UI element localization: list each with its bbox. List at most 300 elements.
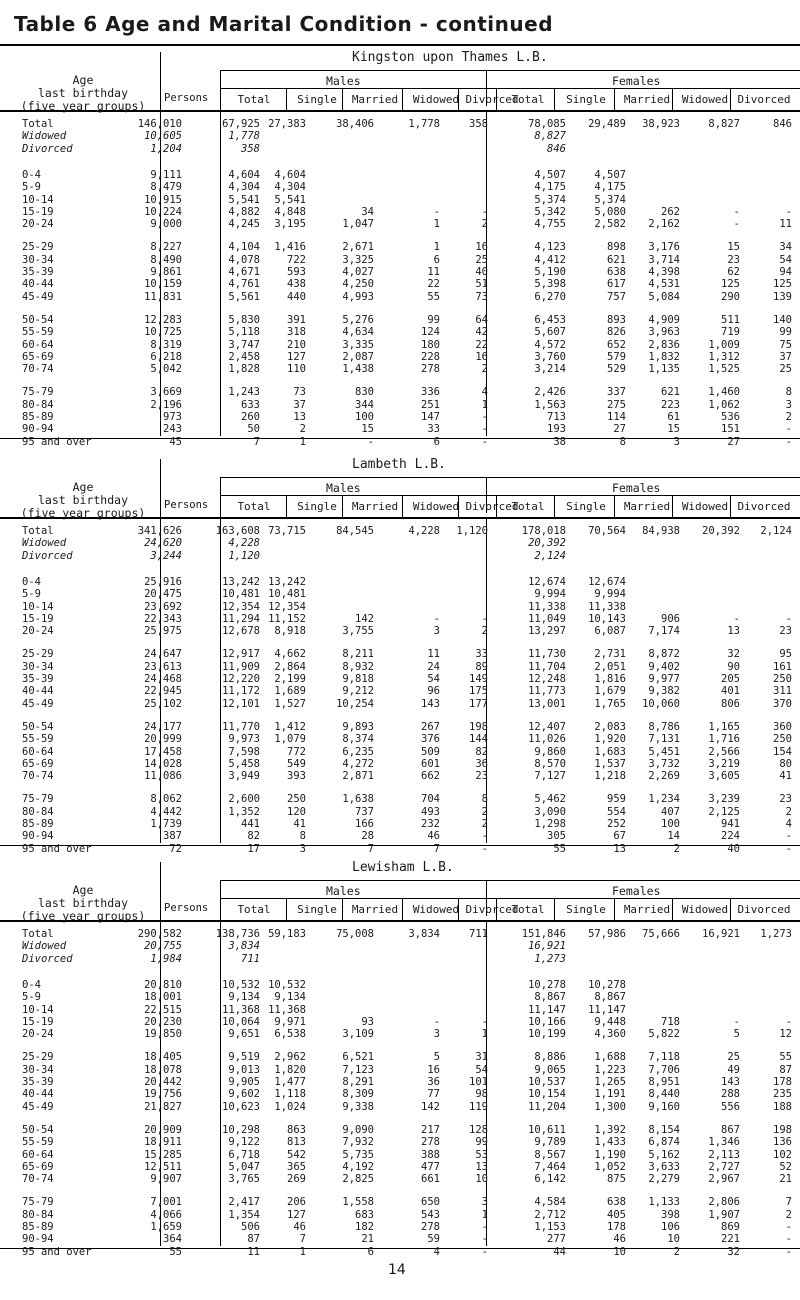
cell-value: 4,027 xyxy=(342,266,374,278)
age-heading-line: (five year groups) xyxy=(20,909,146,923)
column-heading: Divorced xyxy=(465,903,519,916)
cell-value: 9,448 xyxy=(594,1015,626,1028)
cell-value: 275 xyxy=(607,398,626,411)
cell-value: 6,087 xyxy=(594,625,626,638)
cell-value: 4,228 xyxy=(408,525,440,537)
cell-value: 364 xyxy=(163,1233,182,1246)
row-label: 50-54 xyxy=(22,720,54,733)
divider xyxy=(220,88,800,89)
row-label: Divorced xyxy=(22,142,73,155)
table-row xyxy=(0,399,800,411)
cell-value: 38,923 xyxy=(642,118,680,130)
table-row xyxy=(0,1149,800,1161)
table-row xyxy=(0,576,800,588)
cell-value: - xyxy=(481,435,488,448)
divider xyxy=(220,880,800,881)
divider xyxy=(614,898,615,920)
cell-value: 33 xyxy=(475,648,488,661)
cell-value: 830 xyxy=(355,386,374,399)
cell-value: 401 xyxy=(721,685,740,698)
cell-value: 633 xyxy=(241,398,260,411)
cell-value: 10,278 xyxy=(528,978,566,991)
cell-value: 4,250 xyxy=(342,278,374,291)
column-heading: Widowed xyxy=(412,93,460,106)
table-row xyxy=(0,648,800,660)
cell-value: 20,755 xyxy=(144,940,182,953)
cell-value: 49 xyxy=(727,1063,740,1076)
cell-value: 23 xyxy=(475,770,488,783)
row-label: 80-84 xyxy=(22,1208,54,1221)
cell-value: 3,090 xyxy=(534,805,566,818)
cell-value: 941 xyxy=(721,818,740,830)
cell-value: 2 xyxy=(481,818,488,830)
cell-value: 3,834 xyxy=(408,928,440,940)
table-row xyxy=(0,991,800,1003)
column-heading: Single xyxy=(566,93,606,106)
cell-value: 1,525 xyxy=(708,363,740,376)
age-heading-line: last birthday xyxy=(37,896,128,910)
cell-value: 10 xyxy=(475,1173,488,1186)
row-label: 45-49 xyxy=(22,290,54,303)
cell-value: 1,416 xyxy=(274,241,306,254)
row-label: 20-24 xyxy=(22,218,54,231)
cell-value: 64 xyxy=(475,313,488,326)
cell-value: 11,147 xyxy=(528,1003,566,1016)
cell-value: 20,230 xyxy=(144,1015,182,1028)
cell-value: 5 xyxy=(433,1051,440,1064)
cell-value: 37 xyxy=(779,350,792,363)
cell-value: 206 xyxy=(287,1196,306,1209)
cell-value: 8,319 xyxy=(150,338,182,351)
cell-value: 7 xyxy=(253,435,260,448)
cell-value: 3,669 xyxy=(150,386,182,399)
cell-value: 175 xyxy=(469,685,488,698)
cell-value: - xyxy=(785,830,792,843)
column-heading: Divorced xyxy=(465,500,519,513)
cell-value: 46 xyxy=(427,830,440,843)
cell-value: 11,773 xyxy=(528,685,566,698)
cell-value: 9,907 xyxy=(150,1173,182,1186)
cell-value: 2,962 xyxy=(274,1051,306,1064)
cell-value: 3,244 xyxy=(150,549,182,562)
cell-value: 5,822 xyxy=(648,1028,680,1041)
cell-value: 7 xyxy=(785,1196,792,1209)
cell-value: 143 xyxy=(721,1076,740,1088)
cell-value: 1,920 xyxy=(594,733,626,746)
cell-value: 8,827 xyxy=(708,118,740,130)
cell-value: 46 xyxy=(293,1221,306,1233)
cell-value: 6,874 xyxy=(648,1136,680,1149)
cell-value: 82 xyxy=(247,830,260,843)
cell-value: 1,816 xyxy=(594,673,626,685)
cell-value: 73 xyxy=(293,386,306,399)
cell-value: 13,001 xyxy=(528,697,566,710)
cell-value: 8,440 xyxy=(648,1088,680,1101)
cell-value: 5,541 xyxy=(228,193,260,206)
cell-value: 341,626 xyxy=(137,525,182,537)
cell-value: 154 xyxy=(773,745,792,758)
cell-value: - xyxy=(481,612,488,625)
cell-value: - xyxy=(785,612,792,625)
cell-value: 360 xyxy=(773,720,792,733)
row-label: 15-19 xyxy=(22,612,54,625)
cell-value: - xyxy=(733,218,740,231)
cell-value: 136 xyxy=(773,1136,792,1149)
cell-value: 441 xyxy=(241,818,260,830)
cell-value: 198 xyxy=(469,720,488,733)
widowed-row xyxy=(0,940,800,952)
cell-value: 1,527 xyxy=(274,697,306,710)
cell-value: 5,047 xyxy=(228,1160,260,1173)
cell-value: 713 xyxy=(547,411,566,423)
divider xyxy=(496,495,497,517)
cell-value: 1,778 xyxy=(228,130,260,143)
cell-value: 8,570 xyxy=(534,757,566,770)
column-heading: Total xyxy=(511,500,545,513)
table-section xyxy=(0,455,800,855)
cell-value: 711 xyxy=(469,928,488,940)
cell-value: 10,611 xyxy=(528,1123,566,1136)
cell-value: 25 xyxy=(779,363,792,376)
cell-value: 1,679 xyxy=(594,685,626,698)
row-label: 25-29 xyxy=(22,241,54,254)
cell-value: 90 xyxy=(727,660,740,673)
cell-value: 4,531 xyxy=(648,278,680,291)
cell-value: 1,352 xyxy=(228,805,260,818)
column-heading: Total xyxy=(511,93,545,106)
column-heading: Divorced xyxy=(737,93,791,106)
cell-value: 1,346 xyxy=(708,1136,740,1149)
cell-value: 1,832 xyxy=(648,350,680,363)
cell-value: 4 xyxy=(481,386,488,399)
table-row xyxy=(0,746,800,758)
cell-value: 4,848 xyxy=(274,205,306,218)
cell-value: 1 xyxy=(299,1245,306,1258)
cell-value: 21 xyxy=(361,1233,374,1246)
cell-value: 1,739 xyxy=(150,818,182,830)
row-label: Widowed xyxy=(22,130,67,143)
persons-heading: Persons xyxy=(164,902,209,914)
cell-value: 2,417 xyxy=(228,1196,260,1209)
cell-value: 27 xyxy=(613,423,626,436)
cell-value: 1,312 xyxy=(708,350,740,363)
cell-value: 36 xyxy=(475,757,488,770)
row-label: 55-59 xyxy=(22,1136,54,1149)
cell-value: 177 xyxy=(469,697,488,710)
cell-value: 2 xyxy=(481,805,488,818)
cell-value: 114 xyxy=(607,411,626,423)
column-heading: Total xyxy=(237,903,271,916)
cell-value: 278 xyxy=(421,363,440,376)
column-heading: Widowed xyxy=(412,500,460,513)
cell-value: 53 xyxy=(475,1148,488,1161)
cell-value: 10,154 xyxy=(528,1088,566,1101)
cell-value: 10,143 xyxy=(588,612,626,625)
cell-value: 20,392 xyxy=(528,537,566,550)
cell-value: 8,918 xyxy=(274,625,306,638)
cell-value: 23,613 xyxy=(144,660,182,673)
column-heading: Total xyxy=(237,93,271,106)
cell-value: 5,374 xyxy=(594,193,626,206)
cell-value: 9,090 xyxy=(342,1123,374,1136)
cell-value: 1,778 xyxy=(408,118,440,130)
cell-value: 5,084 xyxy=(648,290,680,303)
cell-value: 10,532 xyxy=(222,978,260,991)
cell-value: 24,647 xyxy=(144,648,182,661)
cell-value: 1,300 xyxy=(594,1100,626,1113)
row-label: 25-29 xyxy=(22,648,54,661)
cell-value: 15,285 xyxy=(144,1148,182,1161)
column-heading: Widowed xyxy=(681,93,729,106)
cell-value: 72 xyxy=(169,842,182,855)
cell-value: 42 xyxy=(475,326,488,339)
cell-value: 99 xyxy=(779,326,792,339)
cell-value: 24 xyxy=(427,660,440,673)
cell-value: 7,123 xyxy=(342,1063,374,1076)
cell-value: 10,224 xyxy=(144,205,182,218)
cell-value: 593 xyxy=(287,266,306,278)
table-row xyxy=(0,181,800,193)
cell-value: 73 xyxy=(475,290,488,303)
cell-value: 7,001 xyxy=(150,1196,182,1209)
cell-value: 24,177 xyxy=(144,720,182,733)
table-row xyxy=(0,1028,800,1040)
cell-value: 127 xyxy=(287,1208,306,1221)
age-heading-line: Age xyxy=(72,480,94,494)
cell-value: 151 xyxy=(721,423,740,436)
cell-value: 4,671 xyxy=(228,266,260,278)
cell-value: 4,066 xyxy=(150,1208,182,1221)
cell-value: 8,227 xyxy=(150,241,182,254)
table-row xyxy=(0,1196,800,1208)
column-heading: Widowed xyxy=(681,903,729,916)
cell-value: 10,532 xyxy=(268,978,306,991)
cell-value: 119 xyxy=(469,1100,488,1113)
cell-value: 4,755 xyxy=(534,218,566,231)
cell-value: 10,199 xyxy=(528,1028,566,1041)
cell-value: 556 xyxy=(721,1100,740,1113)
cell-value: 1,190 xyxy=(594,1148,626,1161)
cell-value: 2,825 xyxy=(342,1173,374,1186)
cell-value: 1 xyxy=(433,241,440,254)
cell-value: 2,196 xyxy=(150,398,182,411)
cell-value: 8 xyxy=(785,386,792,399)
cell-value: 13,297 xyxy=(528,625,566,638)
cell-value: 6,235 xyxy=(342,745,374,758)
cell-value: 73,715 xyxy=(268,525,306,537)
cell-value: - xyxy=(481,830,488,843)
title-rule xyxy=(0,44,800,46)
section-title: Kingston upon Thames L.B. xyxy=(352,50,548,65)
cell-value: 7 xyxy=(433,842,440,855)
cell-value: 1,165 xyxy=(708,720,740,733)
cell-value: 3 xyxy=(673,435,680,448)
table-row xyxy=(0,1233,800,1245)
cell-value: 93 xyxy=(361,1015,374,1028)
cell-value: 178 xyxy=(773,1076,792,1088)
cell-value: 1,135 xyxy=(648,363,680,376)
cell-value: 869 xyxy=(721,1221,740,1233)
cell-value: 4,604 xyxy=(274,168,306,181)
row-label: 70-74 xyxy=(22,770,54,783)
cell-value: 1,118 xyxy=(274,1088,306,1101)
cell-value: 106 xyxy=(661,1221,680,1233)
cell-value: 100 xyxy=(355,411,374,423)
cell-value: 180 xyxy=(421,338,440,351)
table-section xyxy=(0,858,800,1258)
cell-value: 11,730 xyxy=(528,648,566,661)
table-row xyxy=(0,588,800,600)
cell-value: 4 xyxy=(785,818,792,830)
table-row xyxy=(0,1076,800,1088)
column-heading: Single xyxy=(297,500,337,513)
cell-value: 55 xyxy=(553,842,566,855)
cell-value: 11,026 xyxy=(528,733,566,746)
cell-value: 4,272 xyxy=(342,757,374,770)
cell-value: - xyxy=(733,612,740,625)
cell-value: 40 xyxy=(727,842,740,855)
cell-value: 3,760 xyxy=(534,350,566,363)
row-label: Total xyxy=(22,118,54,130)
cell-value: 11,204 xyxy=(528,1100,566,1113)
cell-value: 15 xyxy=(361,423,374,436)
cell-value: 11,338 xyxy=(588,600,626,613)
cell-value: 51 xyxy=(475,278,488,291)
cell-value: 601 xyxy=(421,757,440,770)
cell-value: 178,018 xyxy=(521,525,566,537)
divorced-row xyxy=(0,143,800,155)
row-label: 5-9 xyxy=(22,991,41,1004)
cell-value: 5,607 xyxy=(534,326,566,339)
cell-value: 9,971 xyxy=(274,1015,306,1028)
cell-value: 3,335 xyxy=(342,338,374,351)
table-row xyxy=(0,625,800,637)
cell-value: 11,831 xyxy=(144,290,182,303)
cell-value: 7 xyxy=(367,842,374,855)
cell-value: 8 xyxy=(481,793,488,806)
cell-value: 2,279 xyxy=(648,1173,680,1186)
cell-value: - xyxy=(785,1015,792,1028)
cell-value: 704 xyxy=(421,793,440,806)
divider xyxy=(220,70,800,71)
cell-value: 20,392 xyxy=(702,525,740,537)
cell-value: 1,024 xyxy=(274,1100,306,1113)
cell-value: 8,374 xyxy=(342,733,374,746)
cell-value: 20,909 xyxy=(144,1123,182,1136)
cell-value: 19,850 xyxy=(144,1028,182,1041)
cell-value: 7,118 xyxy=(648,1051,680,1064)
cell-value: 617 xyxy=(607,278,626,291)
cell-value: 11,049 xyxy=(528,612,566,625)
row-label: Widowed xyxy=(22,537,67,550)
table-row xyxy=(0,721,800,733)
cell-value: 4,245 xyxy=(228,218,260,231)
cell-value: 33 xyxy=(427,423,440,436)
cell-value: 9,134 xyxy=(228,991,260,1004)
cell-value: 100 xyxy=(661,818,680,830)
cell-value: 4,507 xyxy=(594,168,626,181)
cell-value: 16 xyxy=(427,1063,440,1076)
cell-value: 1,558 xyxy=(342,1196,374,1209)
cell-value: 398 xyxy=(661,1208,680,1221)
age-heading-line: last birthday xyxy=(37,493,128,507)
cell-value: 9,973 xyxy=(228,733,260,746)
cell-value: 23,692 xyxy=(144,600,182,613)
cell-value: 9,122 xyxy=(228,1136,260,1149)
cell-value: 4,604 xyxy=(228,168,260,181)
table-row xyxy=(0,266,800,278)
row-label: 90-94 xyxy=(22,1233,54,1246)
cell-value: 7,131 xyxy=(648,733,680,746)
cell-value: 67,925 xyxy=(222,118,260,130)
cell-value: 13,242 xyxy=(268,575,306,588)
cell-value: - xyxy=(785,205,792,218)
cell-value: 2,124 xyxy=(534,549,566,562)
column-heading: Married xyxy=(351,93,399,106)
cell-value: 757 xyxy=(607,290,626,303)
divorced-row xyxy=(0,953,800,965)
table-row xyxy=(0,843,800,855)
cell-value: 55 xyxy=(427,290,440,303)
cell-value: 188 xyxy=(773,1100,792,1113)
cell-value: 4,175 xyxy=(594,181,626,194)
persons-heading: Persons xyxy=(164,499,209,511)
cell-value: 224 xyxy=(721,830,740,843)
cell-value: 1,298 xyxy=(534,818,566,830)
cell-value: 370 xyxy=(773,697,792,710)
cell-value: 3,605 xyxy=(708,770,740,783)
cell-value: 22 xyxy=(475,338,488,351)
cell-value: 2,458 xyxy=(228,350,260,363)
table-row xyxy=(0,1088,800,1100)
cell-value: - xyxy=(367,435,374,448)
cell-value: 28 xyxy=(361,830,374,843)
cell-value: 365 xyxy=(287,1160,306,1173)
cell-value: 2,582 xyxy=(594,218,626,231)
cell-value: 4,572 xyxy=(534,338,566,351)
cell-value: 3 xyxy=(433,625,440,638)
row-label: Widowed xyxy=(22,940,67,953)
cell-value: 6,538 xyxy=(274,1028,306,1041)
cell-value: 54 xyxy=(779,253,792,266)
cell-value: - xyxy=(785,435,792,448)
age-heading-line: Age xyxy=(72,73,94,87)
cell-value: 89 xyxy=(475,660,488,673)
cell-value: 15 xyxy=(667,423,680,436)
cell-value: 893 xyxy=(607,313,626,326)
cell-value: 3,109 xyxy=(342,1028,374,1041)
row-label: 70-74 xyxy=(22,1173,54,1186)
cell-value: 4,662 xyxy=(274,648,306,661)
divider xyxy=(730,898,731,920)
cell-value: 2,051 xyxy=(594,660,626,673)
total-row xyxy=(0,928,800,940)
cell-value: 11,152 xyxy=(268,612,306,625)
column-heading: Divorced xyxy=(737,903,791,916)
cell-value: 267 xyxy=(421,720,440,733)
cell-value: 36 xyxy=(427,1076,440,1088)
divider xyxy=(672,88,673,110)
table-row xyxy=(0,979,800,991)
row-label: 40-44 xyxy=(22,278,54,291)
cell-value: 2,269 xyxy=(648,770,680,783)
cell-value: 17,458 xyxy=(144,745,182,758)
row-label: 60-64 xyxy=(22,745,54,758)
cell-value: 8,951 xyxy=(648,1076,680,1088)
cell-value: 2,967 xyxy=(708,1173,740,1186)
cell-value: - xyxy=(733,205,740,218)
cell-value: 806 xyxy=(721,697,740,710)
